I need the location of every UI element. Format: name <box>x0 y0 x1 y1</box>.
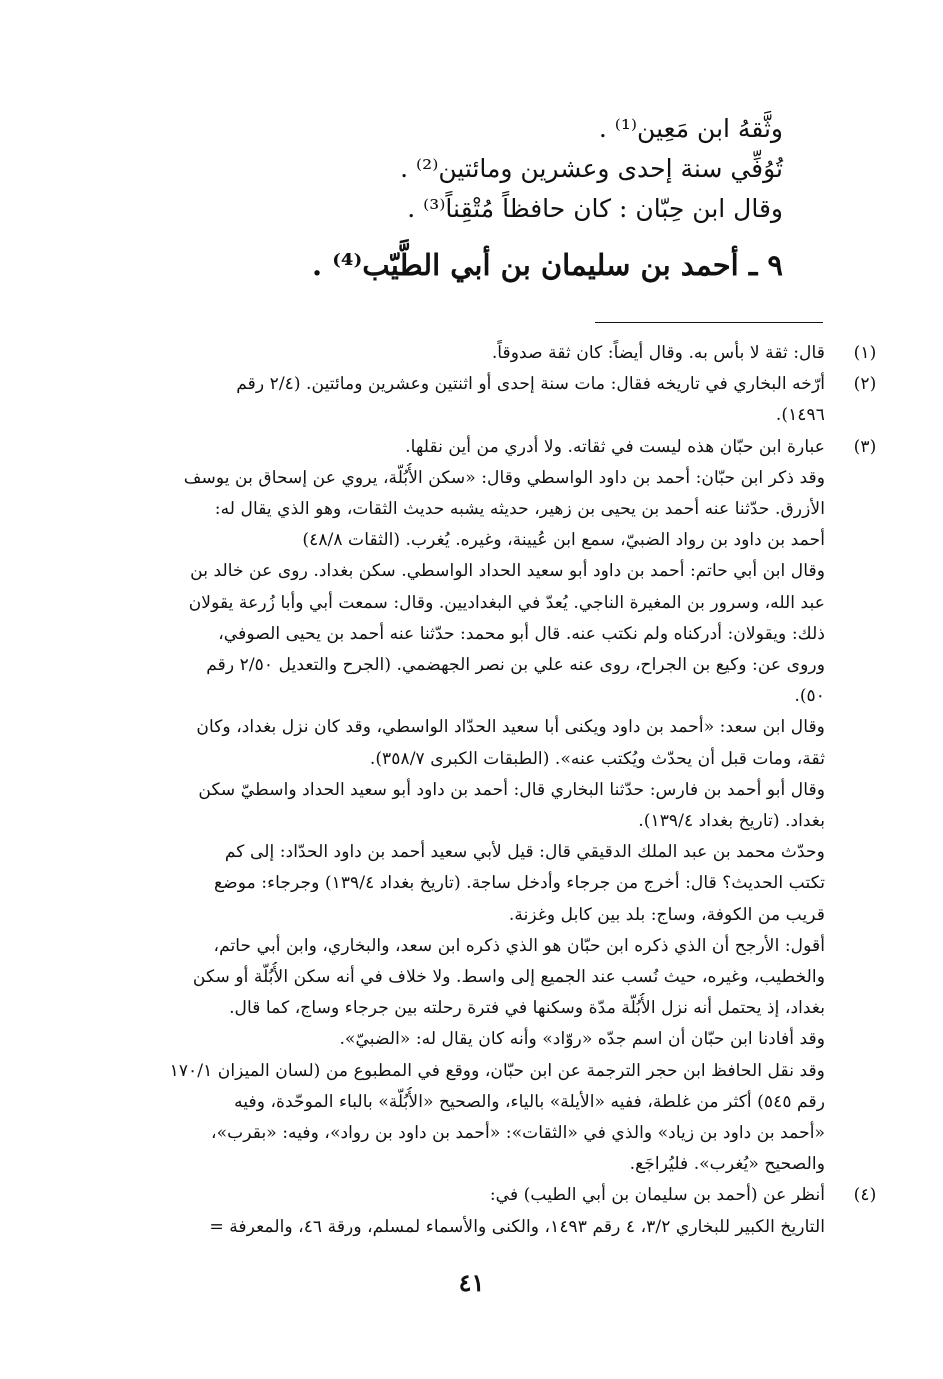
main-text <box>163 110 783 230</box>
main-line-1: وثَّقهُ ابن مَعِين⁽¹⁾ . <box>598 114 783 143</box>
footnote-line: التاريخ الكبير للبخاري ٣/٢، ٤ رقم ١٤٩٣، والكنى والأسماء لمسلم، ورقة ٤٦، والمعرفة = <box>209 1216 825 1237</box>
entry-heading: ٩ ـ أحمد بن سليمان بن أبي الطَّيّب⁽⁴⁾ . <box>312 248 783 282</box>
footnote-line: وروى عن: وكيع بن الجراح، روى عنه علي بن نصر الجهضمي. (الجرح والتعديل ٢/٥٠ رقم <box>206 655 825 676</box>
footnote-line: بغداد. (تاريخ بغداد ١٣٩/٤). <box>638 811 825 832</box>
footnotes <box>130 338 877 1243</box>
footnote-line: والصحيح «يُغرب». فليُراجَع. <box>629 1154 825 1175</box>
footnote-line: تكتب الحديث؟ قال: أخرج من جرجاء وأدخل ساجة. (تاريخ بغداد ١٣٩/٤) وجرجاء: موضع <box>213 873 825 894</box>
footnote-line: قريب من الكوفة، وساج: بلد بين كابل وغزنة. <box>508 904 825 925</box>
footnote-line: رقم ٥٤٥) أكثر من غلطة، ففيه «الأيلة» بالياء، والصحيح «الأُبُلّة» بالباء الموحّدة، وفيه <box>234 1091 825 1112</box>
footnote-line: وقال أبو أحمد بن فارس: حدّثنا البخاري قال: أحمد بن داود أبو سعيد الحداد واسطيّ سكن <box>198 779 825 800</box>
footnote-line: أقول: الأرجح أن الذي ذكره ابن حبّان هو الذي ذكره ابن سعد، والبخاري، وابن أبي حاتم، <box>213 935 825 956</box>
footnote-line: أرّخه البخاري في تاريخه فقال: مات سنة إحدى أو اثنتين وعشرين ومائتين. (٢/٤ رقم <box>236 374 825 395</box>
footnote-number: (٢) <box>853 374 877 395</box>
footnote-line: ١٤٩٦). <box>775 405 825 426</box>
footnote-3 <box>130 432 877 1181</box>
footnote-line: وقد أفادنا ابن حبّان أن اسم جدّه «روّاد» وأنه كان يقال له: «الضبيّ». <box>339 1029 825 1050</box>
footnote-line: وحدّث محمد بن عبد الملك الدقيقي قال: قيل لأبي سعيد أحمد بن داود الحدّاد: إلى كم <box>224 842 825 863</box>
footnote-line: عبد الله، وسرور بن المغيرة الناجي. يُعدّ في البغداديين. وقال: سمعت أبي وأبا زُرعة يقولان <box>188 592 825 613</box>
footnote-1 <box>130 338 877 369</box>
footnote-line: ٥٠). <box>794 686 825 707</box>
footnote-number: (٣) <box>853 436 877 457</box>
footnote-line: والخطيب، وغيره، حيث نُسب عند الجميع إلى واسط. ولا خلاف في أنه سكن الأُبُلّة أو سكن <box>192 967 825 988</box>
footnote-line: قال: ثقة لا بأس به. وقال أيضاً: كان ثقة صدوقاً. <box>491 343 825 363</box>
footnote-line: ذلك: ويقولان: أدركناه ولم نكتب عنه. قال أبو محمد: حدّثنا عنه أحمد بن يحيى الصوفي، <box>218 623 825 644</box>
footnote-line: وقد نقل الحافظ ابن حجر الترجمة عن ابن حبّان، ووقع في المطبوع من (لسان الميزان ١٧٠/١ <box>169 1060 825 1081</box>
footnote-line: بغداد، إذ يحتمل أنه نزل الأُبُلّة مدّة وسكنها في فترة رحلته بين جرجاء وساج، كما قال. <box>229 998 825 1019</box>
footnote-line: وقد ذكر ابن حبّان: أحمد بن داود الواسطي وقال: «سكن الأُبُلّة، يروي عن إسحاق بن يوسف <box>183 467 825 488</box>
main-line-3: وقال ابن حِبّان : كان حافظاً مُتْقِناً⁽³⁾ . <box>407 194 783 223</box>
footnote-separator <box>595 322 823 323</box>
footnote-number: (١) <box>853 343 877 363</box>
footnote-line: ثقة، ومات قبل أن يحدّث ويُكتب عنه». (الطبقات الكبرى ٣٥٨/٧). <box>369 748 825 769</box>
footnote-line: وقال ابن سعد: «أحمد بن داود ويكنى أبا سعيد الحدّاد الواسطي، وقد كان نزل بغداد، وكان <box>196 717 825 738</box>
footnote-number: (٤) <box>853 1185 877 1206</box>
footnote-line: أحمد بن داود بن رواد الضبيّ، سمع ابن عُيينة، وغيره. يُغرب. (الثقات ٤٨/٨) <box>302 530 825 551</box>
page-number: ٤١ <box>458 1268 485 1297</box>
footnote-line: الأزرق. حدّثنا عنه أحمد بن يحيى بن زهير، حديثه يشبه حديث الثقات، وهو الذي يقال له: <box>214 499 825 520</box>
footnote-line: وقال ابن أبي حاتم: أحمد بن داود أبو سعيد الحداد الواسطي. سكن بغداد. روى عن خالد بن <box>190 561 825 582</box>
footnote-line: أنظر عن (أحمد بن سليمان بن أبي الطيب) في: <box>489 1185 825 1206</box>
footnote-4 <box>130 1180 877 1242</box>
footnote-2 <box>130 369 877 431</box>
main-line-2: تُوُفِّي سنة إحدى وعشرين ومائتين⁽²⁾ . <box>400 154 783 183</box>
footnote-line: عبارة ابن حبّان هذه ليست في ثقاته. ولا أدري من أين نقلها. <box>405 436 825 457</box>
footnote-line: «أحمد بن داود بن زياد» والذي في «الثقات»: «أحمد بن داود بن رواد»، وفيه: «بقرب»، <box>211 1123 825 1144</box>
